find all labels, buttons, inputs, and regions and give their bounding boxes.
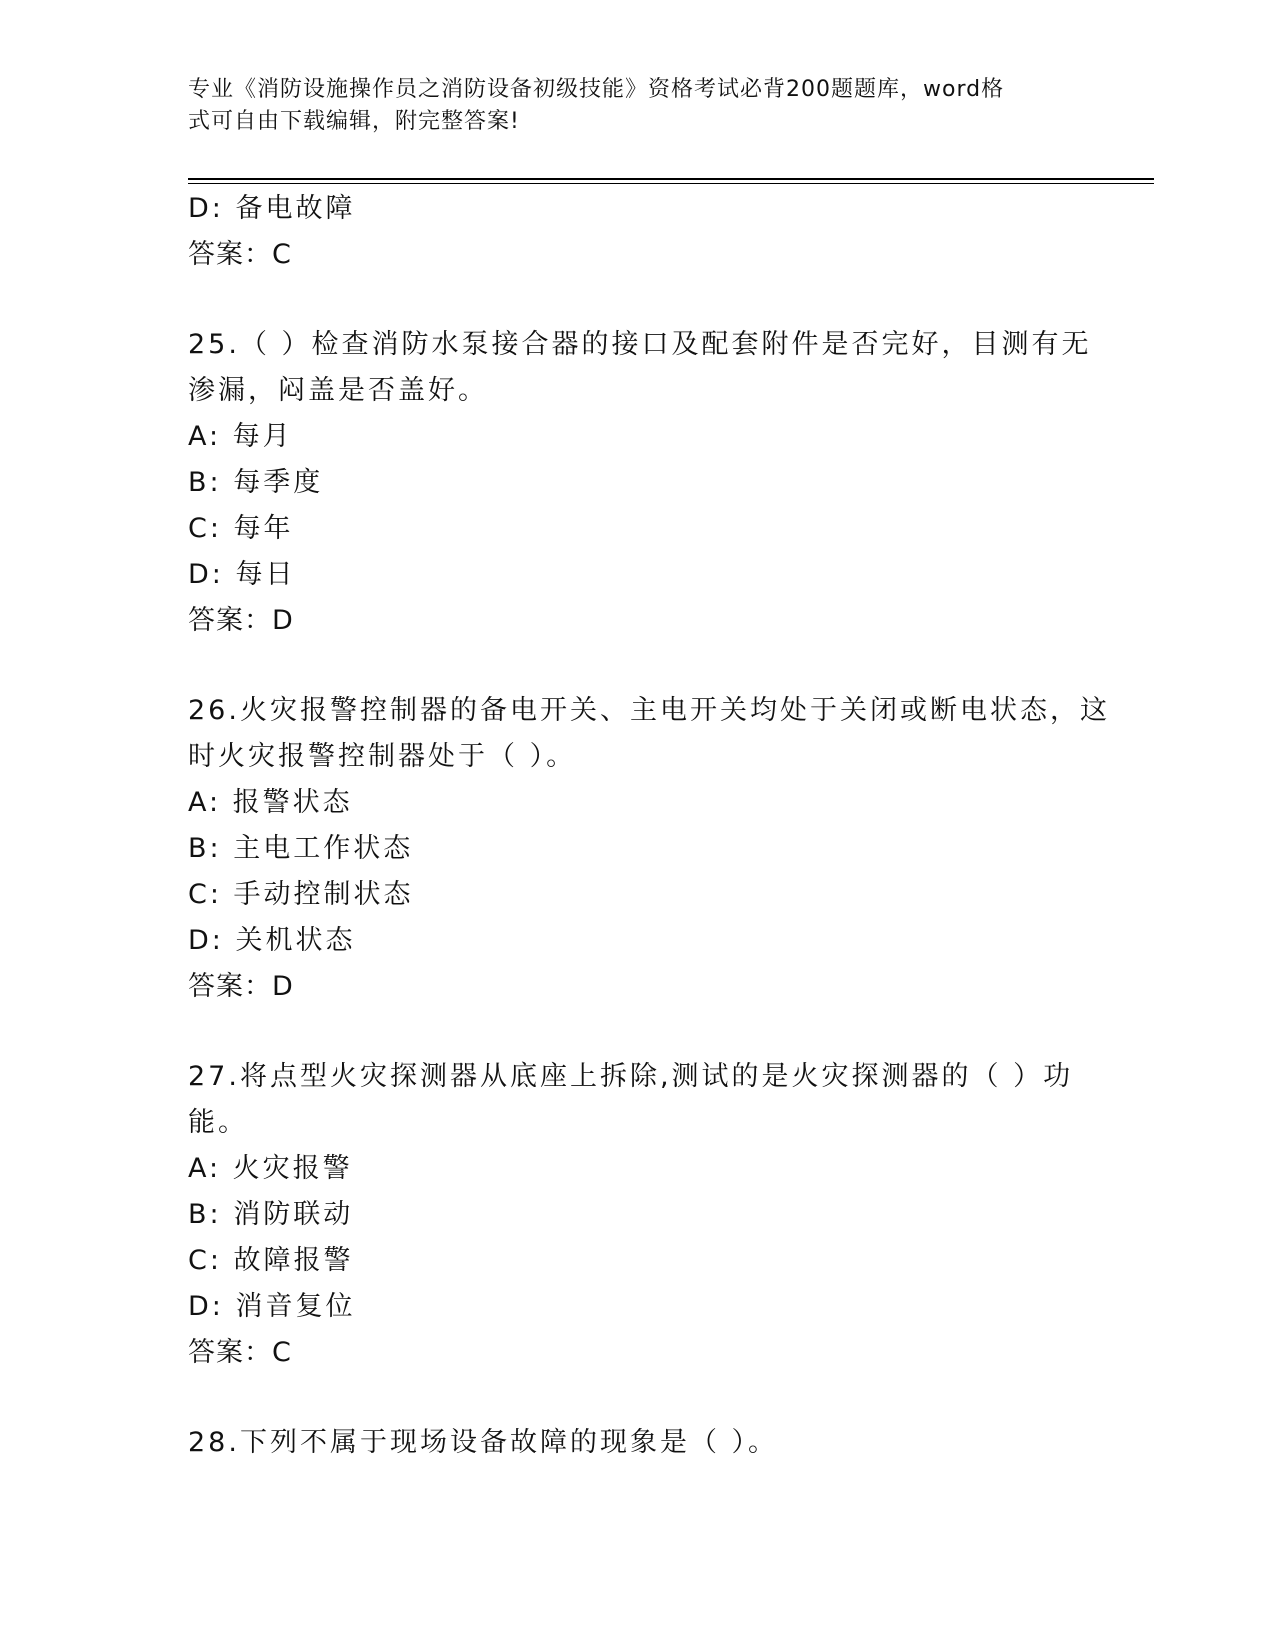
question-list xyxy=(188,186,1110,1466)
option-d: D: 每日 xyxy=(188,559,296,590)
question-text-line-2: 渗漏，闷盖是否盖好。 xyxy=(188,375,488,406)
question-text-line-1: 28.下列不属于现场设备故障的现象是（ ）。 xyxy=(188,1427,779,1458)
question-27 xyxy=(188,1054,1088,1376)
option-a: A: 每月 xyxy=(188,421,293,452)
answer-line: 答案：C xyxy=(188,239,292,270)
option-b: B: 主电工作状态 xyxy=(188,833,414,864)
option-d: D: 备电故障 xyxy=(188,193,356,224)
question-25 xyxy=(188,322,1092,644)
option-b: B: 每季度 xyxy=(188,467,324,498)
question-text-line-1: 27.将点型火灾探测器从底座上拆除,测试的是火灾探测器的（ ）功 xyxy=(188,1061,1074,1092)
header-divider-thick xyxy=(188,178,1154,180)
answer-line: 答案：C xyxy=(188,1337,292,1368)
option-a: A: 报警状态 xyxy=(188,787,353,818)
question-text-line-2: 时火灾报警控制器处于（ ）。 xyxy=(188,741,577,772)
header-line-1: 专业《消防设施操作员之消防设备初级技能》资格考试必背200题题库，word格 xyxy=(188,77,1005,102)
option-a: A: 火灾报警 xyxy=(188,1153,353,1184)
option-d: D: 关机状态 xyxy=(188,925,356,956)
question-26 xyxy=(188,688,1110,1010)
question-text-line-1: 26.火灾报警控制器的备电开关、主电开关均处于关闭或断电状态，这 xyxy=(188,695,1110,726)
option-c: C: 故障报警 xyxy=(188,1245,354,1276)
header-divider-thin xyxy=(188,183,1154,184)
option-c: C: 每年 xyxy=(188,513,294,544)
question-28 xyxy=(188,1420,1088,1466)
option-d: D: 消音复位 xyxy=(188,1291,356,1322)
option-c: C: 手动控制状态 xyxy=(188,879,414,910)
answer-line: 答案：D xyxy=(188,605,294,636)
option-b: B: 消防联动 xyxy=(188,1199,354,1230)
header-line-2: 式可自由下载编辑，附完整答案! xyxy=(188,109,520,134)
document-header xyxy=(188,74,1068,138)
question-text-line-1: 25.（ ）检查消防水泵接合器的接口及配套附件是否完好，目测有无 xyxy=(188,329,1092,360)
previous-question-tail xyxy=(188,186,1088,278)
answer-line: 答案：D xyxy=(188,971,294,1002)
question-text-line-2: 能。 xyxy=(188,1107,248,1138)
